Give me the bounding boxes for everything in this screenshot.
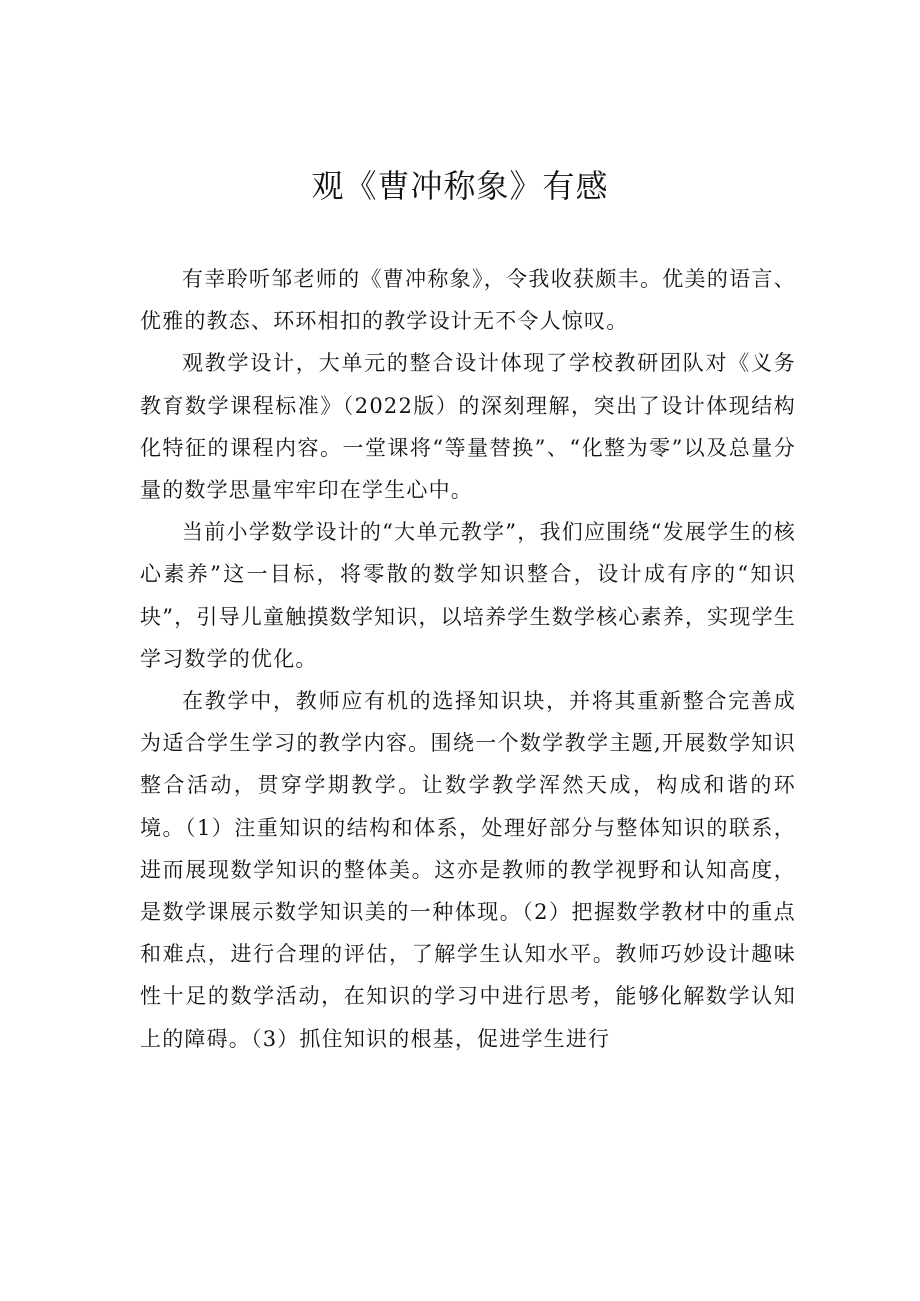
page-title: 观《曹冲称象》有感 xyxy=(311,167,609,205)
paragraph-1: 有幸聆听邹老师的《曹冲称象》，令我收获颇丰。优美的语言、优雅的教态、环环相扣的教学设计无不令人惊叹。 xyxy=(140,267,796,334)
document-body xyxy=(140,258,796,1060)
paragraph-4: 在教学中，教师应有机的选择知识块，并将其重新整合完善成为适合学生学习的教学内容。围绕一个数学教学主题,开展数学知识整合活动，贯穿学期教学。让数学教学浑然天成，构成和谐的环境。（1）注重知识的结构和体系，处理好部分与整体知识的联系，进而展现数学知识的整体美。这亦是教师的教学视野和认知高度，是数学课展示数学知识美的一种体现。（2）把握数学教材中的重点和难点，进行合理的评估，了解学生认知水平。教师巧妙设计趣味性十足的数学活动，在知识的学习中进行思考，能够化解数学认知上的障碍。（3）抓住知识的根基，促进学生进行 xyxy=(140,689,796,1051)
paragraph-2: 观教学设计，大单元的整合设计体现了学校教研团队对《义务教育数学课程标准》（2022版）的深刻理解，突出了设计体现结构化特征的课程内容。一堂课将“等量替换”、“化整为零”以及总量分量的数学思量牢牢印在学生心中。 xyxy=(140,351,796,503)
paragraph-3: 当前小学数学设计的“大单元教学”，我们应围绕“发展学生的核心素养”这一目标，将零散的数学知识整合，设计成有序的“知识块”，引导儿童触摸数学知识，以培养学生数学核心素养，实现学生学习数学的优化。 xyxy=(140,520,796,671)
